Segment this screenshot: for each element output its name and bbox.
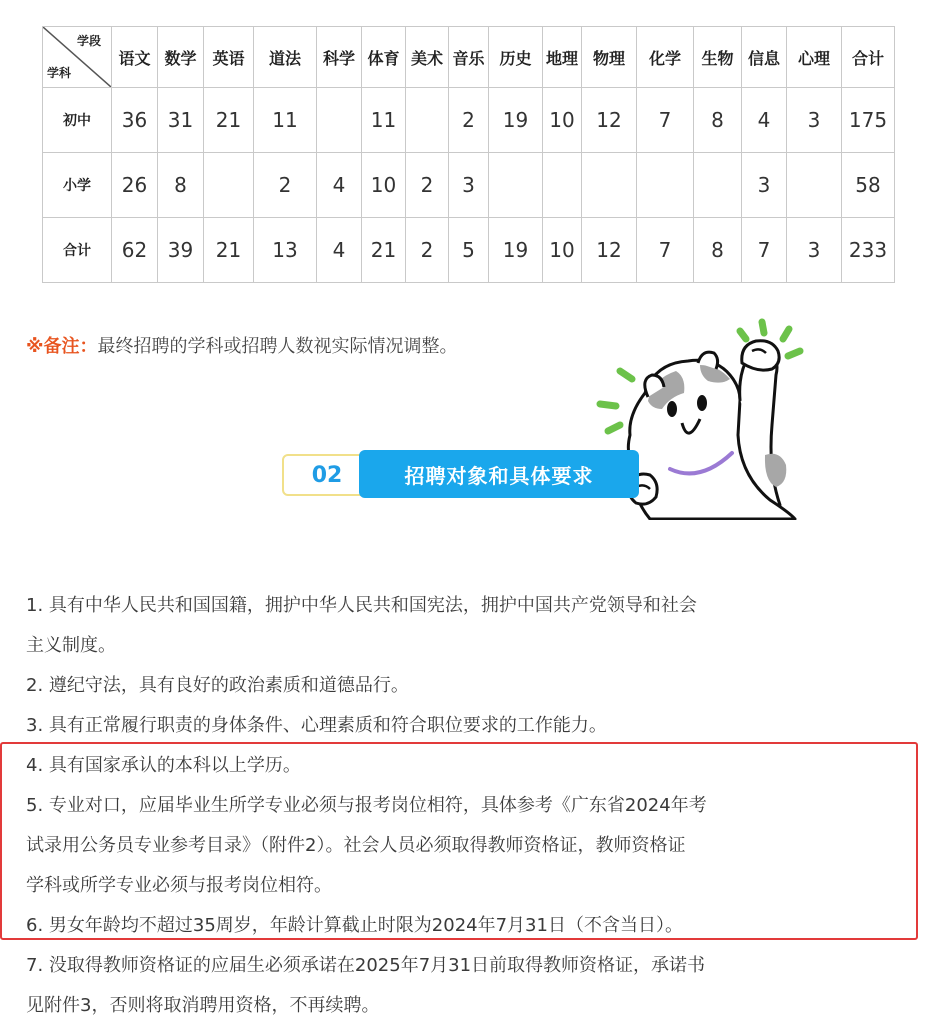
table-cell: 10 bbox=[543, 218, 582, 283]
table-cell: 26 bbox=[112, 153, 158, 218]
column-header: 体育 bbox=[362, 27, 406, 88]
table-cell: 7 bbox=[742, 218, 787, 283]
column-header: 生物 bbox=[694, 27, 742, 88]
table-cell bbox=[489, 153, 543, 218]
table-cell bbox=[787, 153, 842, 218]
requirement-line: 2. 遵纪守法，具有良好的政治素质和道德品行。 bbox=[26, 675, 409, 696]
requirement-line: 学科或所学专业必须与报考岗位相符。 bbox=[26, 875, 332, 896]
column-header: 道法 bbox=[254, 27, 317, 88]
table-cell: 11 bbox=[362, 88, 406, 153]
table-cell: 39 bbox=[158, 218, 204, 283]
remark-text: 最终招聘的学科或招聘人数视实际情况调整。 bbox=[97, 336, 458, 357]
highlight-box bbox=[0, 742, 918, 940]
requirement-line: 3. 具有正常履行职责的身体条件、心理素质和符合职位要求的工作能力。 bbox=[26, 715, 607, 736]
row-label: 小学 bbox=[43, 153, 112, 218]
table-cell: 62 bbox=[112, 218, 158, 283]
table-cell: 7 bbox=[637, 88, 694, 153]
table-cell: 4 bbox=[317, 218, 362, 283]
table-cell: 3 bbox=[787, 88, 842, 153]
table-cell bbox=[637, 153, 694, 218]
table-cell: 58 bbox=[842, 153, 895, 218]
column-header: 美术 bbox=[406, 27, 449, 88]
table-corner-cell bbox=[43, 27, 112, 88]
table-cell bbox=[204, 153, 254, 218]
table-row bbox=[43, 218, 895, 283]
requirement-line: 1. 具有中华人民共和国国籍，拥护中华人民共和国宪法，拥护中国共产党领导和社会 bbox=[26, 595, 697, 616]
column-header: 科学 bbox=[317, 27, 362, 88]
column-header: 信息 bbox=[742, 27, 787, 88]
table-cell: 10 bbox=[362, 153, 406, 218]
table-cell: 2 bbox=[254, 153, 317, 218]
requirement-line: 见附件3，否则将取消聘用资格，不再续聘。 bbox=[26, 995, 380, 1016]
table-header-row bbox=[43, 27, 895, 88]
column-header: 英语 bbox=[204, 27, 254, 88]
column-header: 心理 bbox=[787, 27, 842, 88]
requirement-line: 试录用公务员专业参考目录》（附件2）。社会人员必须取得教师资格证，教师资格证 bbox=[26, 835, 686, 856]
table-cell: 5 bbox=[449, 218, 489, 283]
column-header: 数学 bbox=[158, 27, 204, 88]
table-cell: 11 bbox=[254, 88, 317, 153]
column-header: 物理 bbox=[582, 27, 637, 88]
table-cell: 3 bbox=[742, 153, 787, 218]
table-cell: 21 bbox=[204, 88, 254, 153]
corner-label-stage: 学段 bbox=[76, 34, 101, 48]
requirement-line: 7. 没取得教师资格证的应届生必须承诺在2025年7月31日前取得教师资格证，承诺书 bbox=[26, 955, 706, 976]
table-cell bbox=[694, 153, 742, 218]
table-cell: 21 bbox=[362, 218, 406, 283]
table-cell: 7 bbox=[637, 218, 694, 283]
table-cell: 21 bbox=[204, 218, 254, 283]
remark-label: ※备注： bbox=[26, 336, 98, 357]
requirement-line: 5. 专业对口，应届毕业生所学专业必须与报考岗位相符，具体参考《广东省2024年考 bbox=[26, 795, 707, 816]
section-title: 招聘对象和具体要求 bbox=[359, 450, 639, 498]
remark-note bbox=[26, 332, 458, 358]
table-cell: 2 bbox=[449, 88, 489, 153]
table-cell bbox=[406, 88, 449, 153]
row-label: 初中 bbox=[43, 88, 112, 153]
table-cell bbox=[543, 153, 582, 218]
table-cell: 12 bbox=[582, 88, 637, 153]
column-header: 地理 bbox=[543, 27, 582, 88]
column-header: 音乐 bbox=[449, 27, 489, 88]
table-row bbox=[43, 153, 895, 218]
table-cell: 2 bbox=[406, 218, 449, 283]
table-cell: 19 bbox=[489, 218, 543, 283]
table-cell bbox=[317, 88, 362, 153]
section-heading-badge bbox=[282, 450, 642, 500]
table-cell: 3 bbox=[449, 153, 489, 218]
requirement-line: 主义制度。 bbox=[26, 635, 116, 656]
table-cell: 2 bbox=[406, 153, 449, 218]
table-cell: 233 bbox=[842, 218, 895, 283]
table-cell: 10 bbox=[543, 88, 582, 153]
requirement-line: 6. 男女年龄均不超过35周岁，年龄计算截止时限为2024年7月31日（不含当日）。 bbox=[26, 915, 683, 936]
recruitment-quota-table bbox=[42, 26, 895, 283]
table-cell: 36 bbox=[112, 88, 158, 153]
section-number: 02 bbox=[282, 454, 372, 496]
column-header: 历史 bbox=[489, 27, 543, 88]
table-cell: 4 bbox=[317, 153, 362, 218]
table-cell: 13 bbox=[254, 218, 317, 283]
column-header: 语文 bbox=[112, 27, 158, 88]
table-cell bbox=[582, 153, 637, 218]
table-cell: 3 bbox=[787, 218, 842, 283]
table-cell: 8 bbox=[158, 153, 204, 218]
table-row bbox=[43, 88, 895, 153]
corner-label-subject: 学科 bbox=[47, 66, 72, 80]
table-cell: 175 bbox=[842, 88, 895, 153]
table-cell: 12 bbox=[582, 218, 637, 283]
requirement-line: 4. 具有国家承认的本科以上学历。 bbox=[26, 755, 301, 776]
table-cell: 19 bbox=[489, 88, 543, 153]
column-header: 化学 bbox=[637, 27, 694, 88]
table-cell: 8 bbox=[694, 218, 742, 283]
table-cell: 4 bbox=[742, 88, 787, 153]
column-header: 合计 bbox=[842, 27, 895, 88]
row-label: 合计 bbox=[43, 218, 112, 283]
table-cell: 31 bbox=[158, 88, 204, 153]
table-cell: 8 bbox=[694, 88, 742, 153]
